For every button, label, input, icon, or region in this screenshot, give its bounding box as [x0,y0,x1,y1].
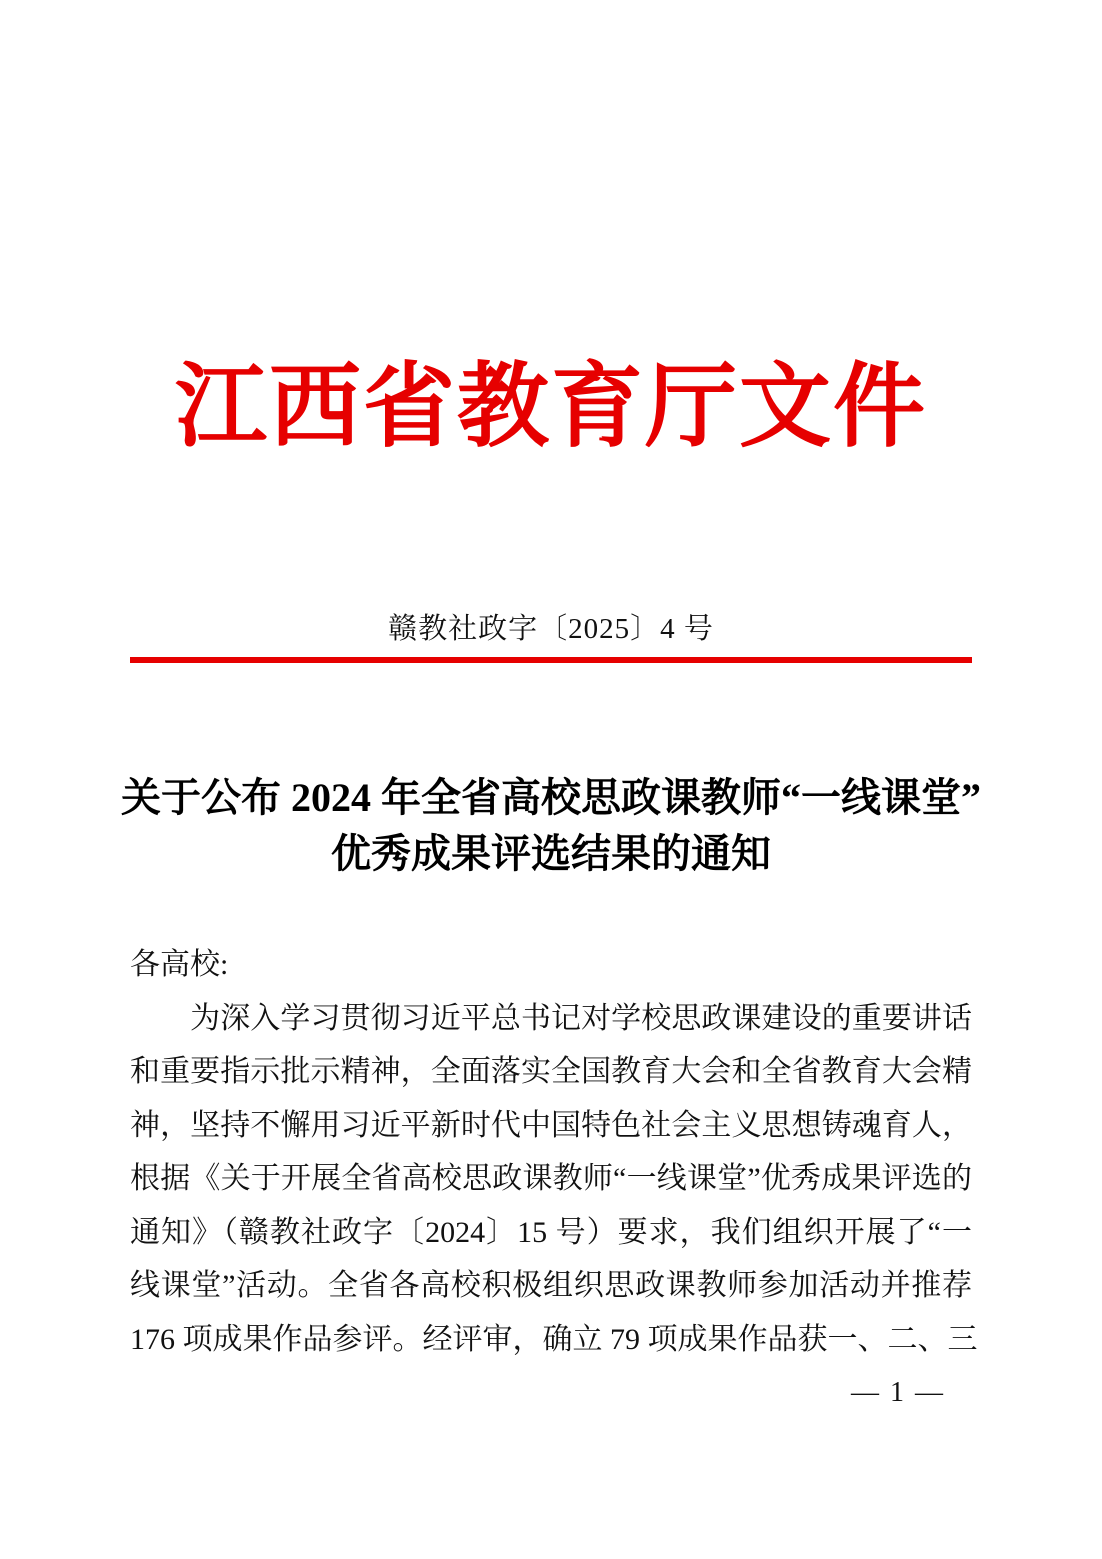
body-text-line: 和重要指示批示精神，全面落实全国教育大会和全省教育大会精 [130,1055,972,1088]
body-text-line: 线课堂”活动。全省各高校积极组织思政课教师参加活动并推荐 [130,1269,972,1302]
body-paragraph [130,992,978,1367]
body-text-line: 176 项成果作品参评。经评审，确立 79 项成果作品获一、二、三 [130,1322,978,1356]
red-divider-line [130,657,972,663]
document-number: 赣教社政字〔2025〕4 号 [388,613,714,645]
document-title [80,770,1022,882]
document-title-line-2: 优秀成果评选结果的通知 [331,831,771,876]
body-text-line: 神，坚持不懈用习近平新时代中国特色社会主义思想铸魂育人， [130,1108,972,1142]
body-text-line: 通知》（赣教社政字〔2024〕15 号）要求，我们组织开展了“一 [130,1215,972,1249]
salutation: 各高校: [130,948,229,981]
document-title-line-1: 关于公布 2024 年全省高校思政课教师“一线课堂” [121,775,981,820]
document-body [130,938,978,1366]
body-text-line: 为深入学习贯彻习近平总书记对学校思政课建设的重要讲话 [130,1001,972,1035]
page-number: — 1 — [851,1377,945,1408]
issuing-org-header: 江西省教育厅文件 [174,356,927,458]
body-text-line: 根据《关于开展全省高校思政课教师“一线课堂”优秀成果评选的 [130,1162,972,1195]
